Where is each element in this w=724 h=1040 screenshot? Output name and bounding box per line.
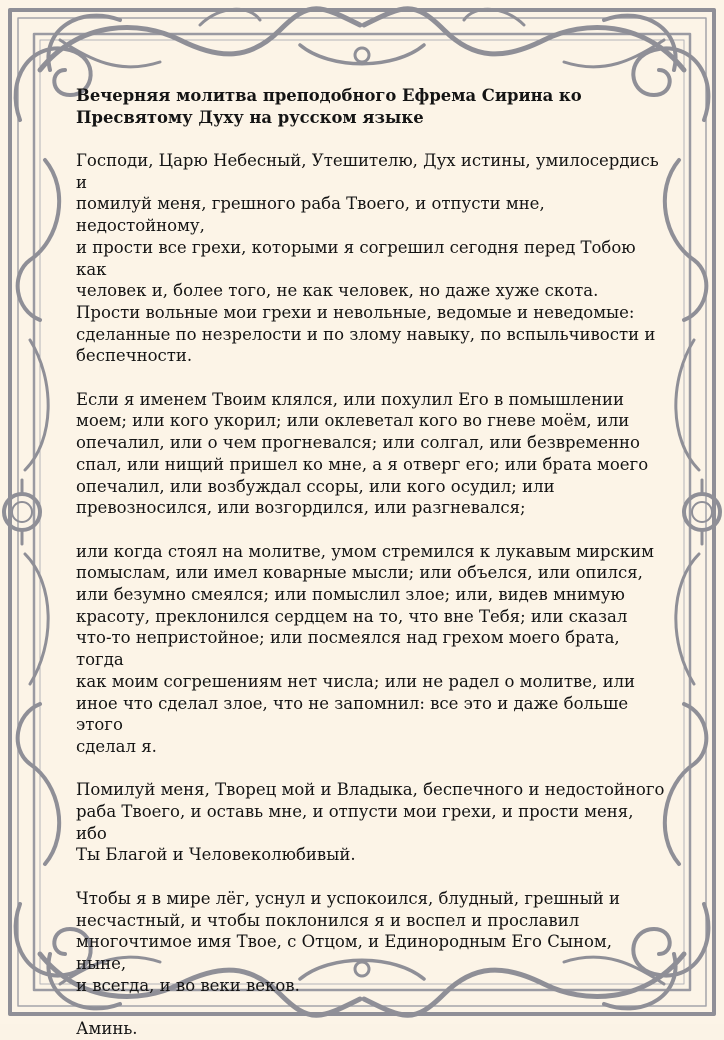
text-line: человек и, более того, не как человек, но даже хуже скота. (76, 281, 599, 301)
text-line: и всегда, и во веки веков. (76, 975, 300, 995)
text-line: Аминь. (76, 1019, 138, 1039)
text-line: беспечности. (76, 346, 193, 366)
title-line: Пресвятому Духу на русском языке (76, 108, 424, 127)
text-line: раба Твоего, и оставь мне, и отпусти мои грехи, и прости меня, ибо (76, 802, 634, 843)
text-line: Господи, Царю Небесный, Утешителю, Дух истины, умилосердись и (76, 151, 659, 192)
text-line: Прости вольные мои грехи и невольные, ведомые и неведомые: (76, 302, 635, 322)
document-title (76, 85, 666, 129)
text-line: сделанные по незрелости и по злому навыку, по вспыльчивости и (76, 324, 656, 344)
paragraph-1 (76, 150, 666, 367)
text-line: Если я именем Твоим клялся, или похулил Его в помышлении (76, 389, 624, 409)
text-line: иное что сделал злое, что не запомнил: все это и даже больше этого (76, 693, 629, 735)
prayer-text (76, 85, 666, 1040)
text-line: помыслам, или имел коварные мысли; или объелся, или опился, (76, 563, 643, 583)
title-line: Вечерняя молитва преподобного Ефрема Сирина ко (76, 86, 582, 105)
text-line: Чтобы я в мире лёг, уснул и успокоился, блудный, грешный и (76, 888, 621, 908)
text-line: моем; или кого укорил; или оклеветал кого во гневе моём, или (76, 411, 630, 431)
text-line: или безумно смеялся; или помыслил злое; или, видев мнимую (76, 585, 625, 605)
paragraph-gap (76, 996, 666, 1018)
text-line: опечалил, или возбуждал ссоры, или кого осудил; или (76, 476, 555, 496)
text-line: или когда стоял на молитве, умом стремился к лукавым мирским (76, 541, 654, 561)
paragraph-4 (76, 779, 666, 866)
text-line: спал, или нищий пришел ко мне, а я отверг его; или брата моего (76, 454, 649, 474)
text-line: Помилуй меня, Творец мой и Владыка, беспечного и недостойного (76, 780, 665, 800)
paragraph-amen (76, 1018, 666, 1040)
text-line: как моим согрешениям нет числа; или не радел о молитве, или (76, 671, 636, 691)
text-line: многочтимое имя Твое, с Отцом, и Единородным Его Сыном, ныне, (76, 932, 613, 973)
text-line: и прости все грехи, которыми я согрешил сегодня перед Тобою как (76, 237, 636, 279)
text-line: помилуй меня, грешного раба Твоего, и отпусти мне, недостойному, (76, 194, 545, 236)
text-line: что-то непристойное; или посмеялся над грехом моего брата, тогда (76, 628, 620, 670)
text-line: Ты Благой и Человеколюбивый. (76, 845, 356, 865)
text-line: опечалил, или о чем прогневался; или солгал, или безвременно (76, 433, 640, 453)
text-line: несчастный, и чтобы поклонился я и воспел и прославил (76, 910, 580, 930)
text-line: превозносился, или возгордился, или разгневался; (76, 498, 526, 518)
paragraph-2 (76, 389, 666, 519)
paragraph-gap (76, 758, 666, 780)
text-line: красоту, преклонился сердцем на то, что вне Тебя; или сказал (76, 606, 628, 626)
paragraph-gap (76, 367, 666, 389)
text-line: сделал я. (76, 736, 157, 756)
paragraph-5 (76, 888, 666, 997)
paragraph-gap (76, 866, 666, 888)
paragraph-3 (76, 541, 666, 758)
paragraph-gap (76, 519, 666, 541)
